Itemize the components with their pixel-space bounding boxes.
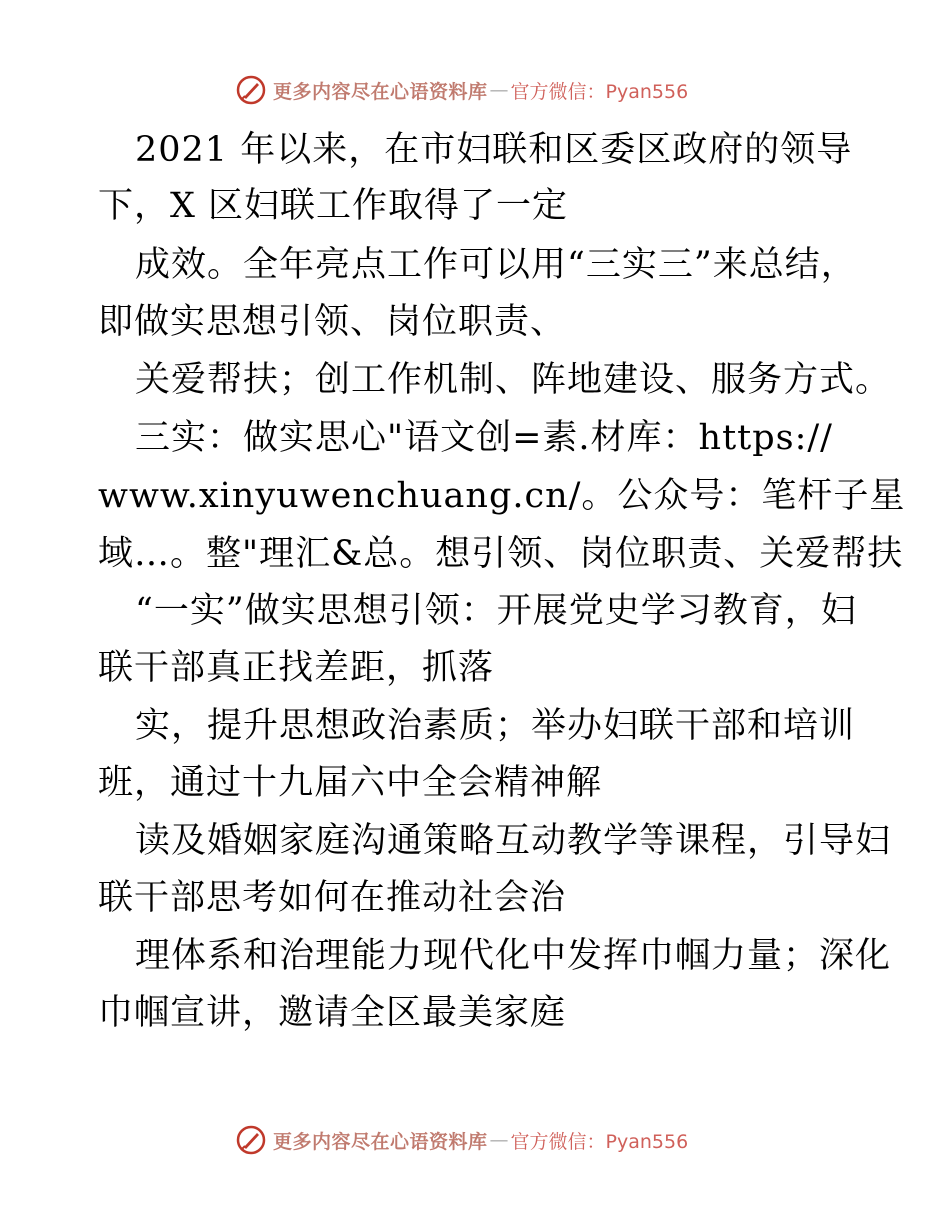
text-line: 2021 年以来，在市妇联和区委区政府的领导 (135, 130, 853, 170)
text-line: 班，通过十九届六中全会精神解 (98, 763, 603, 803)
header-watermark (235, 73, 688, 107)
watermark-text: 更多内容尽在心语资料库 (273, 80, 488, 103)
text-line: 联干部思考如何在推动社会治 (98, 878, 567, 918)
footer-watermark (235, 1123, 688, 1157)
quill-logo-icon (235, 74, 267, 106)
text-line: 成效。全年亮点工作可以用“三实三”来总结， (135, 245, 857, 285)
text-line: “一实”做实思想引领：开展党史学习教育，妇 (135, 591, 857, 631)
watermark-text: 更多内容尽在心语资料库 (273, 1130, 488, 1153)
text-line: 关爱帮扶；创工作机制、阵地建设、服务方式。 (135, 360, 892, 400)
text-line: 即做实思想引领、岗位职责、 (98, 302, 567, 342)
text-line: 下，X 区妇联工作取得了一定 (98, 186, 569, 226)
text-line: 联干部真正找差距，抓落 (98, 648, 495, 688)
watermark-wechat: 官方微信：Pyan556 (510, 80, 689, 103)
text-line: 三实：做实思心"语文创=素.材库：https:// (135, 418, 833, 458)
text-line: 读及婚姻家庭沟通策略互动教学等课程，引导妇 (135, 821, 892, 861)
watermark-dash: — (489, 79, 509, 101)
watermark-dash: — (489, 1129, 509, 1151)
text-line: 巾帼宣讲，邀请全区最美家庭 (98, 993, 567, 1033)
text-line: www.xinyuwenchuang.cn/。公众号：笔杆子星 (98, 476, 906, 516)
text-line: 域…。整"理汇&总。想引领、岗位职责、关爱帮扶 (98, 534, 904, 574)
text-line: 实，提升思想政治素质；举办妇联干部和培训 (135, 706, 856, 746)
quill-logo-icon (235, 1124, 267, 1156)
text-line: 理体系和治理能力现代化中发挥巾帼力量；深化 (135, 936, 892, 976)
watermark-wechat: 官方微信：Pyan556 (510, 1130, 689, 1153)
